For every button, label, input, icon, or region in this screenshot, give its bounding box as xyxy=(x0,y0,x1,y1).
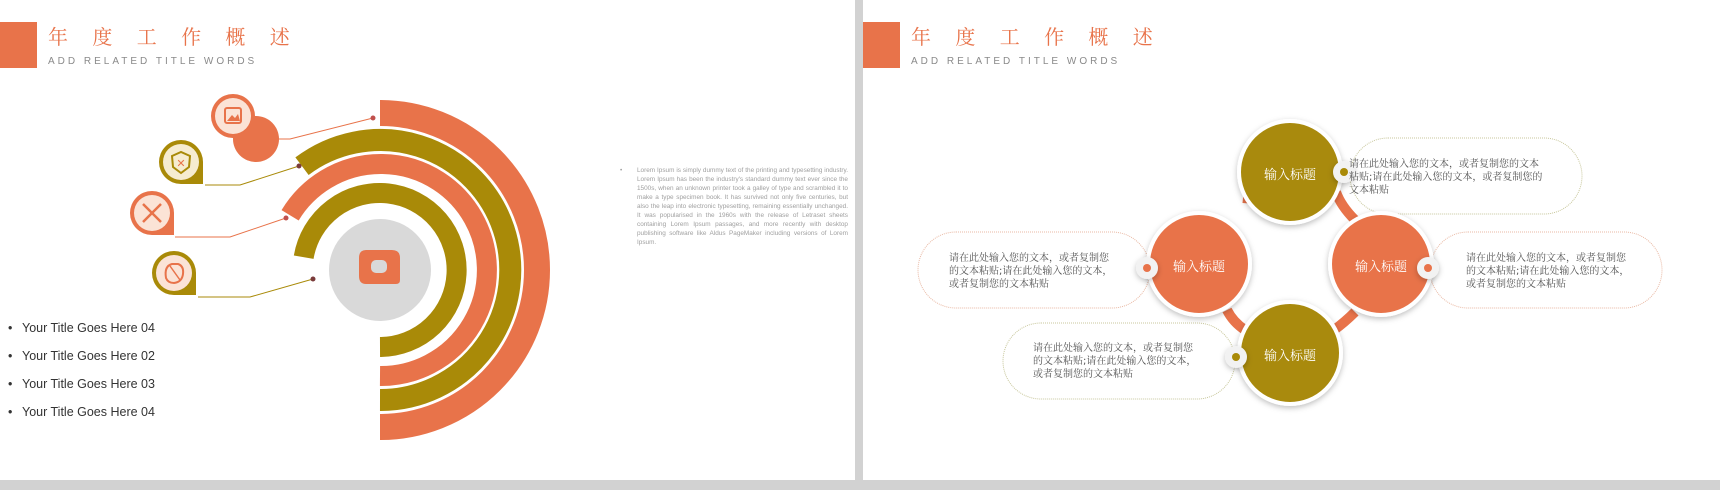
image-icon xyxy=(211,94,279,162)
slide-subtitle: ADD RELATED TITLE WORDS xyxy=(911,56,1121,67)
list-item: • Your Title Goes Here 03 xyxy=(8,377,155,391)
slide-title: 年 度 工 作 概 述 xyxy=(911,25,1162,49)
list-item: • Your Title Goes Here 04 xyxy=(8,321,155,335)
circle-label: 输入标题 xyxy=(1354,260,1407,275)
pill-text: 请在此处输入您的文本，或者复制您的文本粘贴;请在此处输入您的文本，或者复制您的文本粘贴 xyxy=(1349,159,1543,196)
pill-text: 请在此处输入您的文本，或者复制您的文本粘贴;请在此处输入您的文本，或者复制您的文本粘贴 xyxy=(1033,343,1197,380)
slide-title: 年 度 工 作 概 述 xyxy=(48,25,299,49)
chat-bubble-icon xyxy=(359,250,400,284)
slide-right xyxy=(863,0,1720,480)
circle-label: 输入标题 xyxy=(1263,168,1316,183)
circle-label: 输入标题 xyxy=(1172,260,1225,275)
title-list xyxy=(8,321,155,433)
pill-text: 请在此处输入您的文本，或者复制您的文本粘贴;请在此处输入您的文本，或者复制您的文本粘贴 xyxy=(1466,253,1630,290)
list-item: • Your Title Goes Here 02 xyxy=(8,349,155,363)
circle-diagram xyxy=(863,0,1720,480)
hand-icon xyxy=(152,251,196,295)
svg-text:✕: ✕ xyxy=(176,157,186,170)
pill-text: 请在此处输入您的文本，或者复制您的文本粘贴;请在此处输入您的文本，或者复制您的文本粘贴 xyxy=(949,253,1113,290)
badge-icon xyxy=(159,140,203,184)
slide-left xyxy=(0,0,855,480)
list-item: • Your Title Goes Here 04 xyxy=(8,405,155,419)
circle-label: 输入标题 xyxy=(1263,349,1316,364)
slide-subtitle: ADD RELATED TITLE WORDS xyxy=(48,56,258,67)
tools-icon xyxy=(130,191,174,235)
lorem-paragraph: • Lorem Ipsum is simply dummy text of the printing and typesetting industry. Lorem Ipsum has been the industry's standard dummy text ever since the 1500s, when an unknown printer took a galley of type and scrambled it to make a type specimen book. It has survived not only five centuries, but also the leap into electronic typesetting, remaining essentially unchanged. It was popularised in the 1960s with the release of Letraset sheets containing Lorem Ipsum passages, and more recently with desktop publishing software like Aldus PageMaker including versions of Lorem Ipsum. xyxy=(620,167,848,246)
